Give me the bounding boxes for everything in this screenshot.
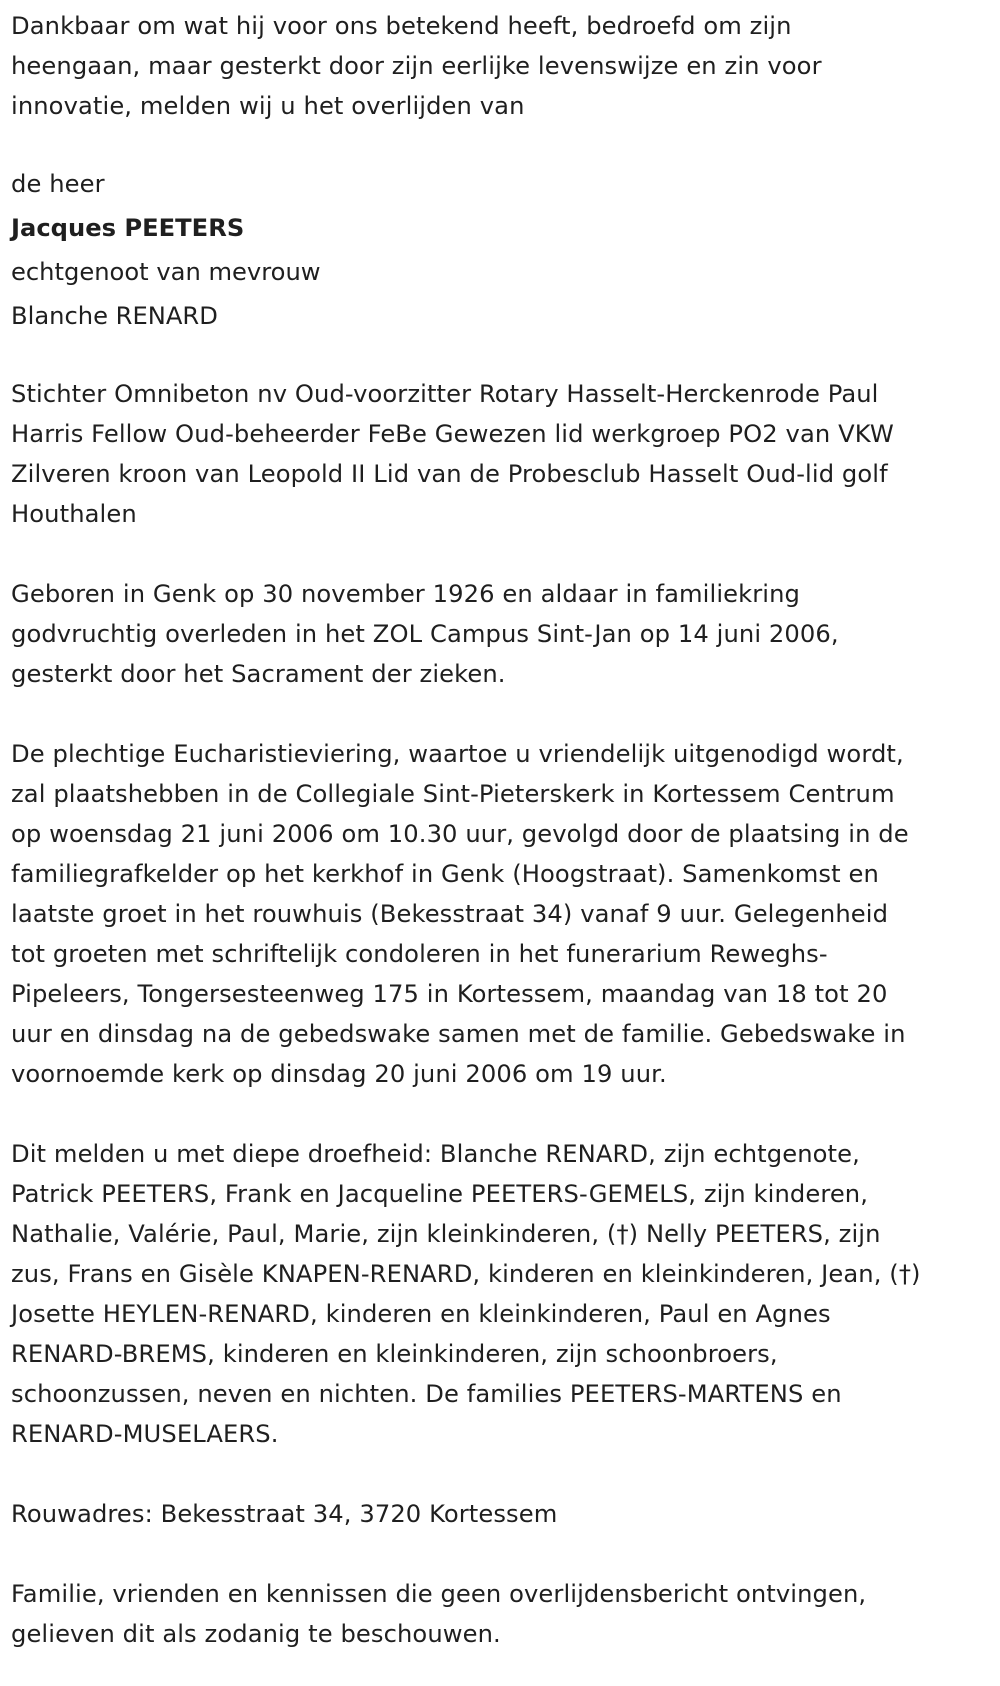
spouse-name: Blanche RENARD bbox=[11, 302, 218, 330]
intro-line: innovatie, melden wij u het overlijden van bbox=[11, 92, 525, 120]
family-line: zus, Frans en Gisèle KNAPEN-RENARD, kinderen en kleinkinderen, Jean, (†) bbox=[11, 1260, 921, 1288]
mourning-address: Rouwadres: Bekesstraat 34, 3720 Kortessem bbox=[11, 1500, 558, 1528]
spacer bbox=[11, 1094, 1000, 1134]
family-line: Dit melden u met diepe droefheid: Blanche RENARD, zijn echtgenote, bbox=[11, 1140, 860, 1168]
ceremony-line: voornoemde kerk op dinsdag 20 juni 2006 om 19 uur. bbox=[11, 1060, 667, 1088]
closing-line: Familie, vrienden en kennissen die geen overlijdensbericht ontvingen, bbox=[11, 1580, 867, 1608]
deceased-name: Jacques PEETERS bbox=[11, 214, 245, 242]
ceremony-line: zal plaatshebben in de Collegiale Sint-Pieterskerk in Kortessem Centrum bbox=[11, 780, 895, 808]
family-line: schoonzussen, neven en nichten. De families PEETERS-MARTENS en bbox=[11, 1380, 842, 1408]
functions-line: Houthalen bbox=[11, 500, 137, 528]
family-line: Nathalie, Valérie, Paul, Marie, zijn kleinkinderen, (†) Nelly PEETERS, zijn bbox=[11, 1220, 881, 1248]
ceremony-line: uur en dinsdag na de gebedswake samen met de familie. Gebedswake in bbox=[11, 1020, 906, 1048]
ceremony-line: op woensdag 21 juni 2006 om 10.30 uur, gevolgd door de plaatsing in de bbox=[11, 820, 909, 848]
spacer bbox=[11, 340, 1000, 374]
spacer bbox=[11, 1534, 1000, 1574]
spacer bbox=[11, 1454, 1000, 1494]
ceremony-paragraph bbox=[11, 734, 996, 1094]
ceremony-line: laatste groet in het rouwhuis (Bekesstraat 34) vanaf 9 uur. Gelegenheid bbox=[11, 900, 889, 928]
birth-death-line: gesterkt door het Sacrament der zieken. bbox=[11, 660, 506, 688]
closing-line: gelieven dit als zodanig te beschouwen. bbox=[11, 1620, 501, 1648]
family-paragraph bbox=[11, 1134, 996, 1454]
intro-line: heengaan, maar gesterkt door zijn eerlijke levenswijze en zin voor bbox=[11, 52, 822, 80]
ceremony-line: De plechtige Eucharistieviering, waartoe u vriendelijk uitgenodigd wordt, bbox=[11, 740, 904, 768]
birth-death-paragraph bbox=[11, 574, 996, 694]
closing-paragraph bbox=[11, 1574, 996, 1654]
title-prefix: de heer bbox=[11, 170, 105, 198]
birth-death-line: Geboren in Genk op 30 november 1926 en aldaar in familiekring bbox=[11, 580, 800, 608]
family-line: RENARD-MUSELAERS. bbox=[11, 1420, 279, 1448]
ceremony-line: Pipeleers, Tongersesteenweg 175 in Kortessem, maandag van 18 tot 20 bbox=[11, 980, 888, 1008]
intro-line: Dankbaar om wat hij voor ons betekend heeft, bedroefd om zijn bbox=[11, 12, 792, 40]
intro-paragraph bbox=[11, 6, 996, 126]
ceremony-line: familiegrafkelder op het kerkhof in Genk (Hoogstraat). Samenkomst en bbox=[11, 860, 879, 888]
spacer bbox=[11, 126, 1000, 166]
functions-line: Stichter Omnibeton nv Oud-voorzitter Rotary Hasselt-Herckenrode Paul bbox=[11, 380, 879, 408]
birth-death-line: godvruchtig overleden in het ZOL Campus Sint-Jan op 14 juni 2006, bbox=[11, 620, 839, 648]
functions-line: Harris Fellow Oud-beheerder FeBe Gewezen lid werkgroep PO2 van VKW bbox=[11, 420, 894, 448]
family-line: Josette HEYLEN-RENARD, kinderen en kleinkinderen, Paul en Agnes bbox=[11, 1300, 831, 1328]
functions-paragraph bbox=[11, 374, 996, 534]
functions-line: Zilveren kroon van Leopold II Lid van de Probesclub Hasselt Oud-lid golf bbox=[11, 460, 888, 488]
spouse-relation: echtgenoot van mevrouw bbox=[11, 258, 321, 286]
family-line: RENARD-BREMS, kinderen en kleinkinderen, zijn schoonbroers, bbox=[11, 1340, 778, 1368]
spacer bbox=[11, 534, 1000, 574]
family-line: Patrick PEETERS, Frank en Jacqueline PEETERS-GEMELS, zijn kinderen, bbox=[11, 1180, 869, 1208]
ceremony-line: tot groeten met schriftelijk condoleren in het funerarium Reweghs- bbox=[11, 940, 828, 968]
spacer bbox=[11, 694, 1000, 734]
